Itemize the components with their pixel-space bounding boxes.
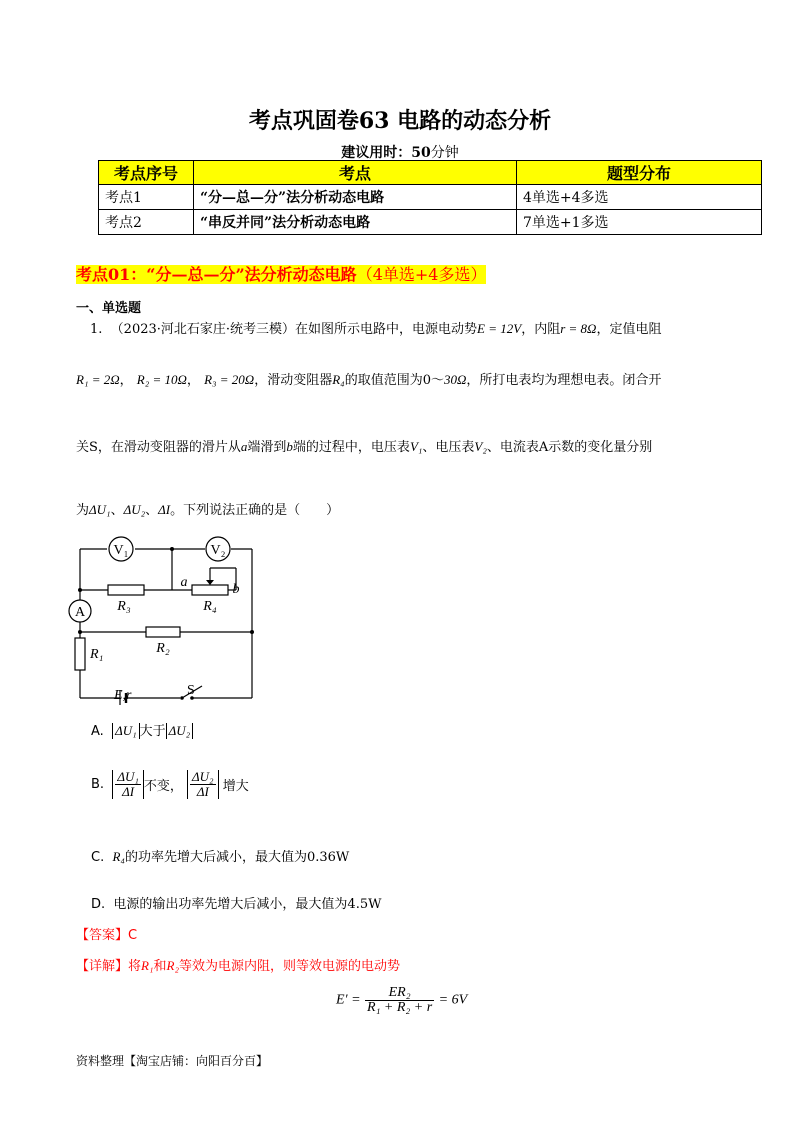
table-cell: “分—总—分”法分析动态电路 xyxy=(194,185,517,210)
point-a-label: a xyxy=(180,575,188,590)
junction-node xyxy=(170,547,174,551)
question-line-1 xyxy=(90,318,750,337)
question-text: ，所打电表均为理想电表。闭合开 xyxy=(466,373,662,388)
option-text: 不变， xyxy=(143,779,183,794)
resistor-r3-icon xyxy=(108,585,144,595)
junction-node xyxy=(78,588,82,592)
r4-symbol: R₄ xyxy=(112,849,125,864)
time-value: 50 xyxy=(411,145,431,161)
question-number: 1. xyxy=(90,322,103,337)
question-line-2: R₁ = 2Ω， R₂ = 10Ω， R₃ = 20Ω，滑动变阻器R₄的取值范围为0～30Ω，所打电表均为理想电表。闭合开 xyxy=(76,372,662,388)
question-text: 在如图所示电路中，电源电动势 xyxy=(295,322,478,337)
question-text: 、电流表A示数的变化量分别 xyxy=(486,440,653,455)
footer-text: 资料整理【淘宝店铺：向阳百分百】 xyxy=(76,1054,269,1068)
r3-value: R₃ = 20Ω xyxy=(204,372,255,387)
detail-line xyxy=(76,955,400,974)
answer-line xyxy=(76,924,137,943)
option-text: 电源的输出功率先增大后减小，最大值为4.5W xyxy=(113,897,382,912)
page-title: 考点巩固卷63 电路的动态分析 xyxy=(248,108,552,134)
r4-symbol: R₄ xyxy=(332,372,345,387)
question-text: 的取值范围为0～ xyxy=(344,373,444,388)
answer-value: C xyxy=(128,928,138,943)
option-letter: B. xyxy=(91,777,105,792)
delta-u1: ΔU₁ xyxy=(89,502,111,517)
junction-node xyxy=(250,630,254,634)
option-a[interactable] xyxy=(91,720,193,739)
internal-resistance: r = 8Ω xyxy=(560,321,597,336)
question-text: ，滑动变阻器 xyxy=(254,373,333,388)
question-text: 为 xyxy=(76,503,90,518)
section-heading xyxy=(76,262,486,285)
r3-label: R₃ xyxy=(117,599,131,614)
r1-value: R₁ = 2Ω xyxy=(76,372,120,387)
subheading: 一、单选题 xyxy=(76,301,142,316)
abs-delta-u2: ΔU₂ xyxy=(166,723,194,739)
junction-node xyxy=(78,630,82,634)
option-text: 增大 xyxy=(222,779,249,794)
question-text: 。下列说法正确的是（ ） xyxy=(170,503,340,518)
emf-value: E = 12V xyxy=(477,321,522,336)
table-row xyxy=(99,185,762,210)
point-b: b xyxy=(286,439,293,454)
option-d[interactable] xyxy=(91,893,381,912)
point-b-label: b xyxy=(232,582,240,597)
time-unit: 分钟 xyxy=(430,145,459,161)
option-letter: A. xyxy=(91,724,104,739)
option-letter: C. xyxy=(91,850,105,865)
topic-table xyxy=(98,160,762,235)
eq-denominator: R₁ + R₂ + r xyxy=(367,1000,433,1015)
question-text: ，定值电阻 xyxy=(596,322,662,337)
switch-label: S xyxy=(187,683,195,698)
voltmeter-v2-label: V₂ xyxy=(210,543,226,558)
r1-label: R₁ xyxy=(90,647,104,662)
question-text: 端的过程中，电压表 xyxy=(292,440,410,455)
question-source: （2023·河北石家庄·统考三模） xyxy=(110,322,296,337)
table-header: 考点 xyxy=(194,161,517,185)
table-header: 考点序号 xyxy=(99,161,194,185)
table-cell: 考点2 xyxy=(99,210,194,235)
frac-num: ΔU₁ xyxy=(117,769,139,784)
frac-den: ΔI xyxy=(122,784,135,799)
r4-max: 30Ω xyxy=(443,372,467,387)
r2-label: R₂ xyxy=(156,641,170,656)
table-header: 题型分布 xyxy=(517,161,762,185)
point-a: a xyxy=(240,439,248,454)
eq-rhs: = 6V xyxy=(438,992,468,1008)
table-cell: “串反并同”法分析动态电路 xyxy=(194,210,517,235)
ammeter-label: A xyxy=(74,605,86,620)
resistor-r2-icon xyxy=(146,627,180,637)
table-header-row xyxy=(99,161,762,185)
detail-text: 将 xyxy=(128,959,142,974)
detail-label: 【详解】 xyxy=(76,959,129,974)
r2-value: R₂ = 10Ω xyxy=(136,372,187,387)
slider-arrow-icon xyxy=(206,580,214,585)
resistor-r1-icon xyxy=(75,638,85,670)
question-line-4: 为ΔU₁、ΔU₂、ΔI。下列说法正确的是（ ） xyxy=(76,502,340,518)
question-text: 、电压表 xyxy=(422,440,475,455)
eq-lhs: E′ = xyxy=(336,992,361,1008)
delta-u2: ΔU₂ xyxy=(123,502,146,517)
question-line-3 xyxy=(76,436,756,455)
circuit-diagram xyxy=(60,530,275,705)
v2-symbol: V₂ xyxy=(474,439,487,454)
r4-label: R₄ xyxy=(203,599,217,614)
detail-text: 和 xyxy=(153,959,167,974)
voltmeter-v1-label: V₁ xyxy=(113,543,129,558)
option-b[interactable] xyxy=(91,770,249,799)
frac-den: ΔI xyxy=(196,784,209,799)
option-text: 的功率先增大后减小，最大值为0.36W xyxy=(124,850,350,865)
answer-label: 【答案】 xyxy=(76,928,129,943)
option-c[interactable] xyxy=(91,846,349,865)
r2-symbol: R₂ xyxy=(166,958,179,973)
table-cell: 4单选+4多选 xyxy=(517,185,762,210)
source-label: E,r xyxy=(114,688,132,703)
suggested-time xyxy=(0,142,800,162)
table-row xyxy=(99,210,762,235)
v1-symbol: V₁ xyxy=(409,439,423,454)
frac-num: ΔU₂ xyxy=(192,769,214,784)
r1-symbol: R₁ xyxy=(141,958,154,973)
delta-i: ΔI xyxy=(158,502,171,517)
option-letter: D. xyxy=(91,897,106,912)
section-heading-text: 考点01：“分—总—分”法分析动态电路 xyxy=(76,265,357,284)
table-cell: 考点1 xyxy=(99,185,194,210)
rheostat-r4-icon xyxy=(192,585,228,595)
detail-text: 等效为电源内阻，则等效电源的电动势 xyxy=(178,959,400,974)
abs-delta-u1: ΔU₁ xyxy=(112,723,140,739)
eq-numerator: ER₂ xyxy=(365,986,434,1001)
equivalent-emf-equation xyxy=(336,986,467,1015)
table-cell: 7单选+1多选 xyxy=(517,210,762,235)
section-heading-note: （4单选+4多选） xyxy=(356,265,487,284)
option-text: 大于 xyxy=(139,724,166,739)
time-label: 建议用时： xyxy=(341,145,412,161)
question-text: 端滑到 xyxy=(247,440,287,455)
question-text: 关S，在滑动变阻器的滑片从 xyxy=(76,440,241,455)
question-text: ，内阻 xyxy=(521,322,561,337)
